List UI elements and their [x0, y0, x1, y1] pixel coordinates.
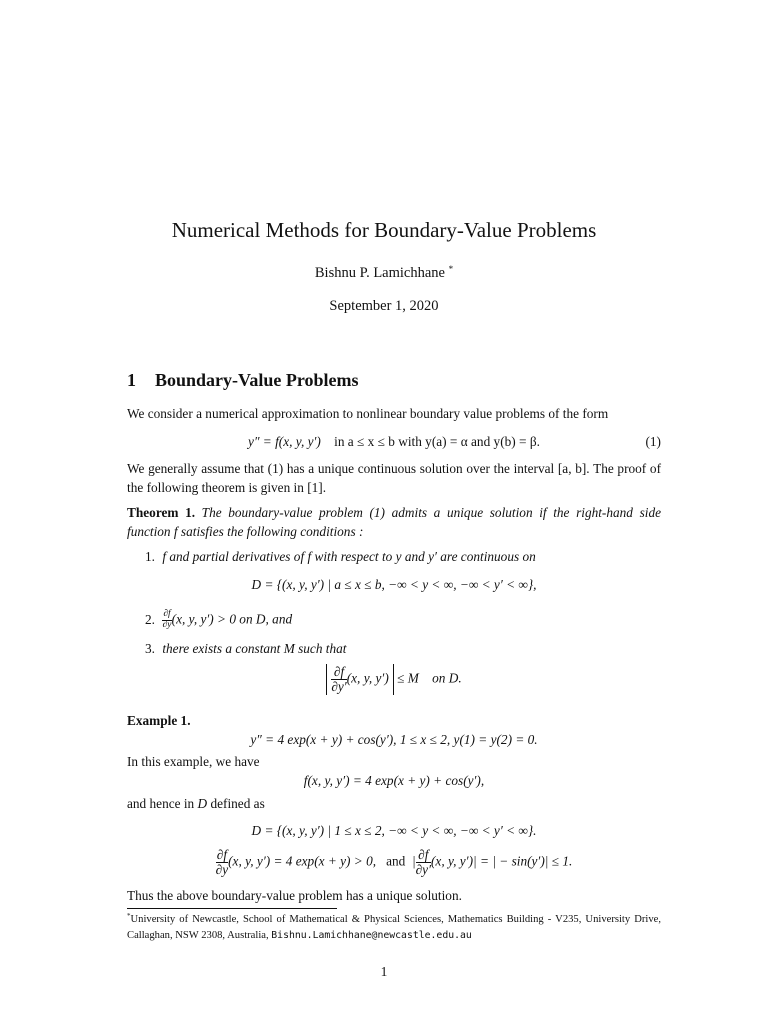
condition-2-number: 2. — [145, 611, 155, 627]
author-name: Bishnu P. Lamichhane — [314, 265, 445, 281]
example-line-1: In this example, we have — [127, 754, 260, 769]
footnote-text: University of Newcastle, School of Mathematical & Physical Sciences, Mathematics Building - V235, University Drive, Callaghan, NSW 2308, Australia, — [127, 914, 661, 942]
theorem-condition-1 — [145, 548, 661, 567]
example-domain-equation: D = {(x, y, y′) | 1 ≤ x ≤ 2, −∞ < y < ∞, −∞ < y′ < ∞}. — [251, 823, 537, 838]
page-number: 1 — [380, 964, 388, 979]
theorem-condition-3 — [145, 640, 661, 659]
assumption-paragraph: We generally assume that (1) has a unique continuous solution over the interval [a, b]. The proof of the following theorem is given in [1]. — [127, 461, 661, 495]
abs-open: | — [411, 853, 416, 869]
condition-3-text: there exists a constant M such that — [162, 641, 347, 656]
theorem-statement: The boundary-value problem (1) admits a unique solution if the right-hand side function f satisfies the following conditions : — [127, 505, 661, 539]
footnote-rule — [127, 908, 337, 909]
theorem-heading: Theorem 1. — [127, 505, 196, 520]
section-number: 1 — [127, 370, 136, 390]
author-footnote-mark: * — [448, 264, 454, 274]
domain-equation: D = {(x, y, y′) | a ≤ x ≤ b, −∞ < y < ∞, −∞ < y′ < ∞}, — [251, 577, 537, 592]
section-heading — [127, 368, 359, 393]
example-partial-yprime-rest: (x, y, y′)| = | − sin(y′)| ≤ 1. — [430, 853, 573, 869]
bound-rhs: ≤ M — [397, 670, 419, 686]
theorem-condition-2 — [145, 610, 661, 631]
example-partial-yprime-fraction: $\frac{\partial f}{\partial y'}$ — [415, 847, 431, 877]
author-line — [0, 263, 768, 283]
partial-f-partial-yprime-fraction: $\frac{\partial f}{\partial y'}$ — [331, 664, 347, 694]
equation-1-lhs: y″ = f(x, y, y′) — [248, 434, 321, 449]
example-derivative-bounds — [127, 848, 661, 877]
example-conclusion: Thus the above boundary-value problem has a unique solution. — [127, 888, 462, 903]
footnote — [127, 911, 661, 945]
example-line-2: and hence in D defined as — [127, 796, 265, 811]
bound-where: on D. — [432, 670, 462, 686]
equation-1 — [127, 433, 661, 452]
condition-1-number: 1. — [145, 549, 155, 564]
condition-3-number: 3. — [145, 641, 155, 656]
theorem-1 — [127, 504, 661, 541]
example-partial-y-fraction: $\frac{\partial f}{\partial y}$ — [215, 847, 229, 877]
and-word: and — [386, 853, 406, 869]
equation-1-number: (1) — [645, 434, 661, 449]
paper-title: Numerical Methods for Boundary-Value Problems — [171, 218, 597, 242]
equation-1-condition: in a ≤ x ≤ b with y(a) = α and y(b) = β. — [334, 434, 540, 449]
absolute-value-bars — [326, 664, 393, 695]
condition-1-text: f and partial derivatives of f with respect to y and y′ are continuous on — [162, 549, 536, 564]
bound-args: (x, y, y′) — [346, 670, 389, 686]
example-f-equation: f(x, y, y′) = 4 exp(x + y) + cos(y′), — [303, 773, 485, 788]
footnote-email: Bishnu.Lamichhane@newcastle.edu.au — [271, 930, 472, 942]
intro-paragraph: We consider a numerical approximation to nonlinear boundary value problems of the form — [127, 406, 609, 421]
bound-equation — [127, 664, 661, 695]
example-ode: y″ = 4 exp(x + y) + cos(y′), 1 ≤ x ≤ 2, y(1) = y(2) = 0. — [250, 732, 538, 747]
section-title: Boundary-Value Problems — [155, 370, 359, 390]
footnote-mark: * — [127, 912, 131, 920]
paper-date: September 1, 2020 — [329, 298, 439, 314]
partial-f-partial-y-fraction: $\frac{\partial f}{\partial y}$ — [162, 609, 172, 630]
example-heading: Example 1. — [127, 713, 191, 728]
condition-2-text: (x, y, y′) > 0 on D, and — [171, 611, 293, 627]
example-partial-y-rest: (x, y, y′) = 4 exp(x + y) > 0, — [228, 853, 377, 869]
